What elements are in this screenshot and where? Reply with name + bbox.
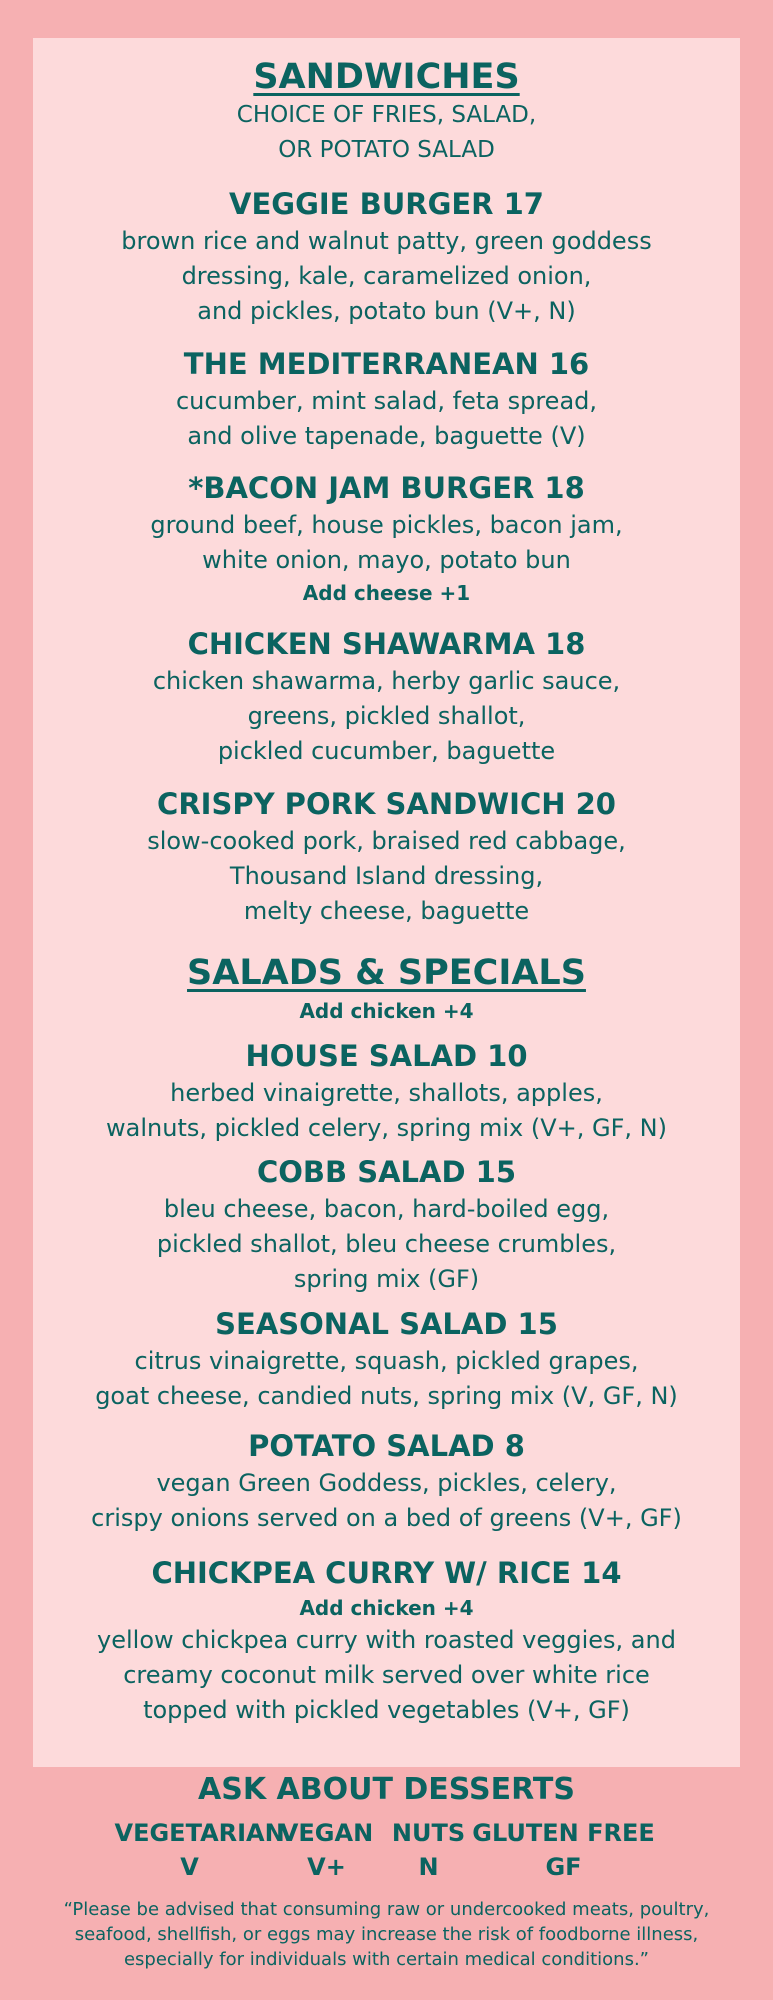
legend-nuts xyxy=(389,1816,469,1884)
menu-card xyxy=(33,38,740,1767)
legend-vegetarian xyxy=(114,1816,285,1884)
item-desc-line: pickled shallot, bleu cheese crumbles, xyxy=(156,1229,617,1258)
legend-code: GF xyxy=(545,1853,582,1881)
item-name: VEGGIE BURGER 17 xyxy=(229,187,544,221)
item-name: COBB SALAD 15 xyxy=(256,1155,517,1189)
legend-gluten-free xyxy=(469,1816,659,1884)
item-desc-line: Thousand Island dressing, xyxy=(229,861,544,890)
item-desc-line: bleu cheese, bacon, hard-boiled egg, xyxy=(163,1194,610,1223)
menu-item xyxy=(33,626,740,769)
sandwiches-subtitle-line1: CHOICE OF FRIES, SALAD, xyxy=(236,102,537,128)
menu-item xyxy=(33,186,740,329)
item-name: HOUSE SALAD 10 xyxy=(245,1039,528,1073)
section-title-salads: SALADS & SPECIALS xyxy=(187,953,586,993)
legend-code: N xyxy=(418,1853,439,1881)
item-desc-line: slow-cooked pork, braised red cabbage, xyxy=(147,826,626,855)
item-name: CHICKPEA CURRY W/ RICE 14 xyxy=(151,1556,622,1590)
item-name: CHICKEN SHAWARMA 18 xyxy=(187,627,586,661)
sandwiches-subtitle-line2: OR POTATO SALAD xyxy=(278,137,495,163)
item-desc-line: creamy coconut milk served over white rice xyxy=(123,1660,650,1689)
item-desc-line: spring mix (GF) xyxy=(293,1264,480,1293)
menu-item xyxy=(33,1306,740,1414)
item-desc-line: and pickles, potato bun (V+, N) xyxy=(197,296,576,325)
item-name: SEASONAL SALAD 15 xyxy=(215,1307,558,1341)
dietary-legend xyxy=(0,1816,773,1884)
legend-label: GLUTEN FREE xyxy=(472,1819,655,1847)
menu-item xyxy=(33,1038,740,1146)
item-addon-note: Add chicken +4 xyxy=(299,1595,474,1620)
section-title-sandwiches: SANDWICHES xyxy=(253,57,520,97)
item-desc-line: brown rice and walnut patty, green goddess xyxy=(121,226,652,255)
salads-addon-note: Add chicken +4 xyxy=(299,999,474,1023)
item-desc-line: vegan Green Goddess, pickles, celery, xyxy=(156,1468,617,1497)
menu-item xyxy=(33,346,740,454)
sandwiches-header xyxy=(33,56,740,168)
health-disclaimer xyxy=(0,1897,773,1972)
item-desc-line: goat cheese, candied nuts, spring mix (V, GF, N) xyxy=(95,1381,678,1410)
menu-item xyxy=(33,470,740,608)
legend-code: V xyxy=(180,1853,199,1881)
item-desc-line: and olive tapenade, baguette (V) xyxy=(187,421,586,450)
legend-label: VEGAN xyxy=(279,1819,374,1847)
desserts-heading: ASK ABOUT DESSERTS xyxy=(198,1772,575,1807)
menu-footer xyxy=(0,1770,773,1809)
menu-item xyxy=(33,1555,740,1728)
item-name: POTATO SALAD 8 xyxy=(248,1429,525,1463)
item-desc-line: pickled cucumber, baguette xyxy=(217,736,556,765)
item-desc-line: white onion, mayo, potato bun xyxy=(202,545,571,574)
item-desc-line: greens, pickled shallot, xyxy=(247,701,526,730)
item-desc-line: chicken shawarma, herby garlic sauce, xyxy=(152,666,621,695)
legend-code: V+ xyxy=(307,1853,346,1881)
menu-item xyxy=(33,786,740,929)
item-desc-line: cucumber, mint salad, feta spread, xyxy=(175,386,598,415)
item-name: THE MEDITERRANEAN 16 xyxy=(183,347,590,381)
item-desc-line: herbed vinaigrette, shallots, apples, xyxy=(170,1078,603,1107)
legend-label: VEGETARIAN xyxy=(114,1819,285,1847)
legend-vegan xyxy=(265,1816,389,1884)
item-desc-line: crispy onions served on a bed of greens (V+, GF) xyxy=(91,1503,682,1532)
menu-item xyxy=(33,1428,740,1536)
disclaimer-text: “Please be advised that consuming raw or undercooked meats, poultry, seafood, shellfish, or eggs may increase the risk of foodborne illness, especially for individuals with certain medical conditions.” xyxy=(63,1899,710,1970)
item-desc-line: citrus vinaigrette, squash, pickled grapes, xyxy=(134,1346,639,1375)
item-desc-line: dressing, kale, caramelized onion, xyxy=(181,261,592,290)
item-desc-line: walnuts, pickled celery, spring mix (V+, GF, N) xyxy=(106,1113,667,1142)
salads-header xyxy=(33,952,740,1026)
legend-label: NUTS xyxy=(391,1819,466,1847)
item-desc-line: ground beef, house pickles, bacon jam, xyxy=(150,510,623,539)
item-addon-note: Add cheese +1 xyxy=(302,580,471,605)
item-name: *BACON JAM BURGER 18 xyxy=(188,471,585,505)
menu-item xyxy=(33,1154,740,1297)
item-name: CRISPY PORK SANDWICH 20 xyxy=(157,787,616,821)
item-desc-line: melty cheese, baguette xyxy=(243,896,530,925)
item-desc-line: yellow chickpea curry with roasted veggies, and xyxy=(97,1625,676,1654)
item-desc-line: topped with pickled vegetables (V+, GF) xyxy=(143,1695,630,1724)
